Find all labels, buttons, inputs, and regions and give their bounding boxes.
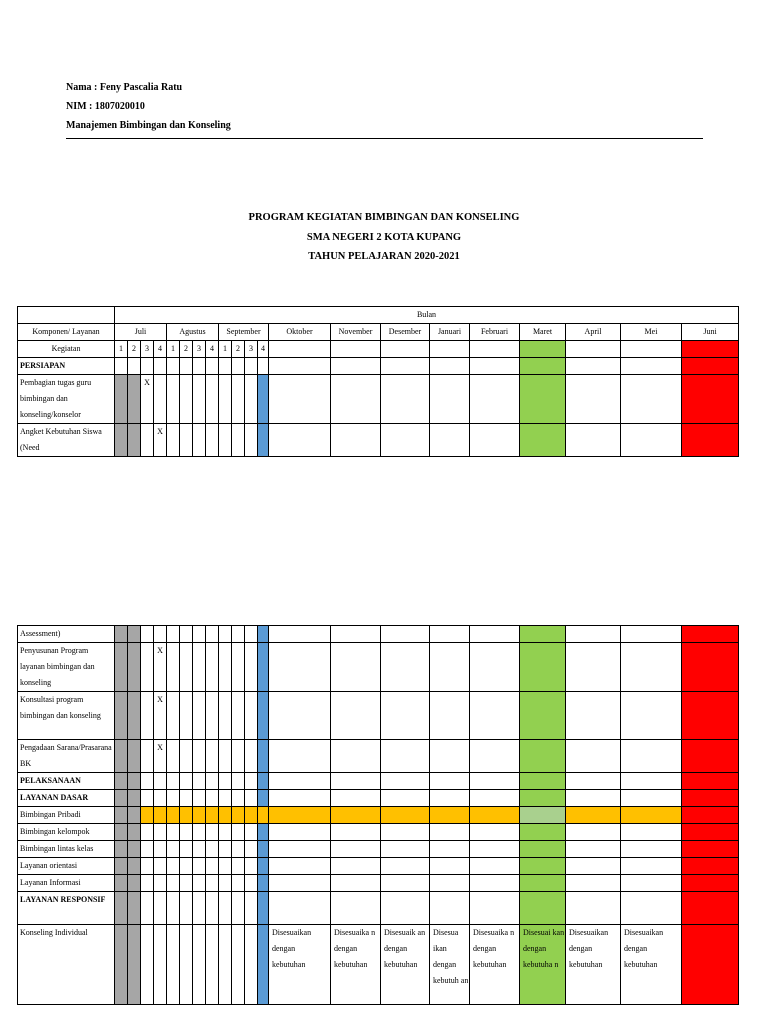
week-cell: 3 xyxy=(141,341,154,358)
row-konsultasi-program: Konsultasi program bimbingan dan konseling xyxy=(18,692,115,740)
doc-title-line3: TAHUN PELAJARAN 2020-2021 xyxy=(308,251,460,262)
row-pembagian-tugas: Pembagian tugas guru bimbingan dan konseling/konselor xyxy=(18,375,115,424)
schedule-table-page1 xyxy=(17,306,739,457)
konseling-november-note: Disesuaika n dengan kebutuhan xyxy=(331,925,381,1005)
month-oktober: Oktober xyxy=(269,324,331,341)
activity-mark: X xyxy=(141,375,154,424)
maret-overlap-highlight xyxy=(520,807,566,824)
week-cell: 2 xyxy=(128,341,141,358)
month-april: April xyxy=(566,324,621,341)
schedule-table-page2 xyxy=(17,625,739,1005)
month-februari: Februari xyxy=(470,324,520,341)
row-pengadaan-sarana: Pengadaan Sarana/Prasarana BK xyxy=(18,740,115,773)
month-mei: Mei xyxy=(621,324,682,341)
konseling-desember-note: Disesuaik an dengan kebutuhan xyxy=(381,925,430,1005)
week-cell: 1 xyxy=(115,341,128,358)
week-cell: 3 xyxy=(245,341,258,358)
konseling-februari-note: Disesuaika n dengan kebutuhan xyxy=(470,925,520,1005)
konseling-oktober-note: Disesuaikan dengan kebutuhan xyxy=(269,925,331,1005)
juni-highlight xyxy=(682,341,739,358)
week-cell: 3 xyxy=(193,341,206,358)
row-konseling-individual: Konseling Individual xyxy=(18,925,115,1005)
month-juli: Juli xyxy=(115,324,167,341)
week-cell: 2 xyxy=(180,341,193,358)
student-name: Nama : Feny Pascalia Ratu xyxy=(66,82,183,93)
bulan-header: Bulan xyxy=(115,307,739,324)
konseling-mei-note: Disesuaikan dengan kebutuhan xyxy=(621,925,682,1005)
konseling-maret-note: Disesuai kan dengan kebutuha n xyxy=(520,925,566,1005)
konseling-april-note: Disesuaikan dengan kebutuhan xyxy=(566,925,621,1005)
month-desember: Desember xyxy=(381,324,430,341)
row-assessment: Assessment) xyxy=(18,626,115,643)
month-maret: Maret xyxy=(520,324,566,341)
month-september: September xyxy=(219,324,269,341)
week-cell: 4 xyxy=(154,341,167,358)
corner-cell xyxy=(18,307,115,324)
week-cell: 2 xyxy=(232,341,245,358)
konseling-januari-note: Disesua ikan dengan kebutuh an xyxy=(430,925,470,1005)
row-penyusunan-program: Penyusunan Program layanan bimbingan dan konseling xyxy=(18,643,115,692)
row-angket-kebutuhan: Angket Kebutuhan Siswa (Need xyxy=(18,424,115,457)
section-layanan-responsif: LAYANAN RESPONSIF xyxy=(18,892,115,925)
week-cell: 4 xyxy=(258,341,269,358)
week-cell: 1 xyxy=(167,341,180,358)
activity-mark: X xyxy=(154,643,167,692)
month-agustus: Agustus xyxy=(167,324,219,341)
row-bimbingan-lintas-kelas: Bimbingan lintas kelas xyxy=(18,841,115,858)
row-bimbingan-kelompok: Bimbingan kelompok xyxy=(18,824,115,841)
week-cell: 1 xyxy=(219,341,232,358)
activity-mark: X xyxy=(154,740,167,773)
section-pelaksanaan: PELAKSANAAN xyxy=(18,773,115,790)
maret-highlight xyxy=(520,341,566,358)
row-layanan-informasi: Layanan Informasi xyxy=(18,875,115,892)
section-layanan-dasar: LAYANAN DASAR xyxy=(18,790,115,807)
week-cell: 4 xyxy=(206,341,219,358)
doc-title-line2: SMA NEGERI 2 KOTA KUPANG xyxy=(306,232,462,243)
section-persiapan: PERSIAPAN xyxy=(18,358,115,375)
row-layanan-orientasi: Layanan orientasi xyxy=(18,858,115,875)
activity-mark: X xyxy=(154,692,167,740)
activity-mark: X xyxy=(154,424,167,457)
component-header-2: Kegiatan xyxy=(18,341,115,358)
student-nim: NIM : 1807020010 xyxy=(66,101,145,112)
month-november: November xyxy=(331,324,381,341)
header-divider xyxy=(66,138,703,139)
september-week4-highlight xyxy=(258,375,269,424)
row-bimbingan-pribadi: Bimbingan Pribadi xyxy=(18,807,115,824)
component-header: Komponen/ Layanan xyxy=(18,324,115,341)
month-juni: Juni xyxy=(682,324,739,341)
month-januari: Januari xyxy=(430,324,470,341)
course-name: Manajemen Bimbingan dan Konseling xyxy=(66,120,231,131)
doc-title-line1: PROGRAM KEGIATAN BIMBINGAN DAN KONSELING xyxy=(248,212,520,223)
